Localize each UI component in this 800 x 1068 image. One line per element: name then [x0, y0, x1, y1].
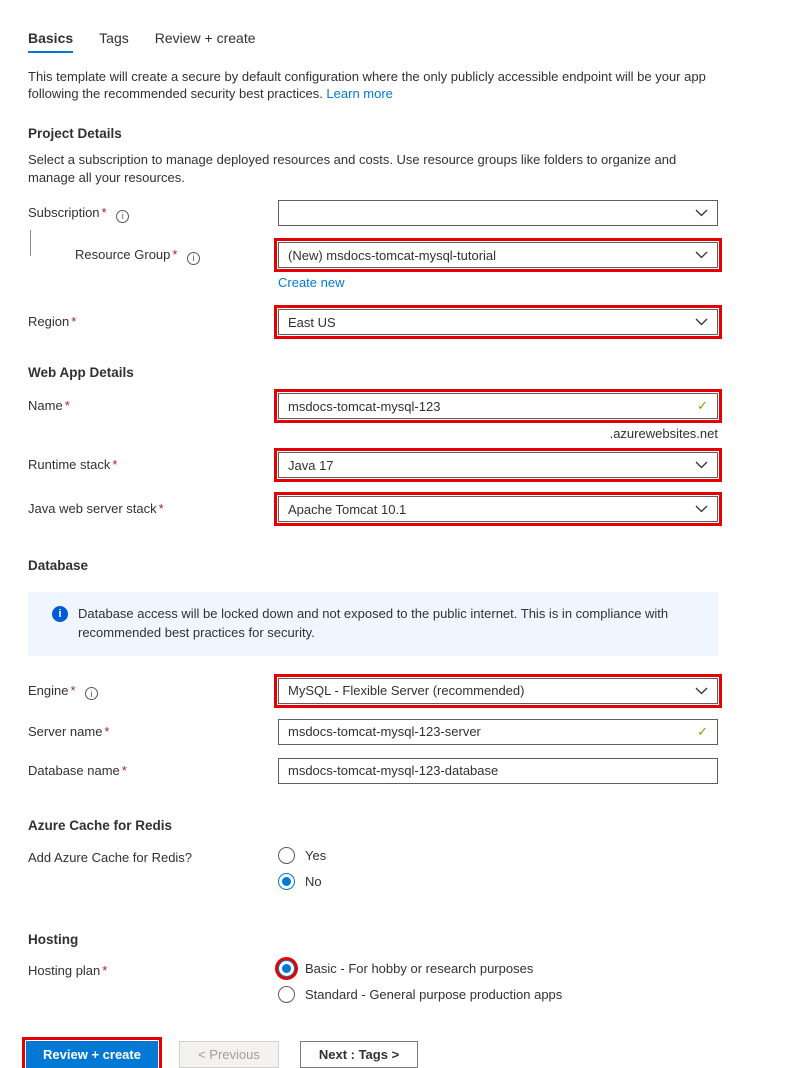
webapp-details-heading: Web App Details — [28, 365, 134, 381]
chevron-down-icon — [695, 687, 708, 695]
name-input[interactable] — [278, 393, 718, 419]
name-label-text: Name — [28, 398, 63, 414]
domain-suffix: .azurewebsites.net — [609, 426, 718, 442]
engine-value: MySQL - Flexible Server (recommended) — [288, 683, 525, 699]
region-value: East US — [288, 314, 336, 330]
chevron-down-icon — [695, 251, 708, 259]
resource-group-value: (New) msdocs-tomcat-mysql-tutorial — [288, 247, 497, 263]
database-name-input[interactable] — [278, 758, 718, 784]
info-filled-icon: i — [52, 606, 68, 622]
chevron-down-icon — [695, 318, 708, 326]
resource-group-label-text: Resource Group — [75, 247, 171, 263]
database-name-label — [28, 758, 278, 778]
valid-check-icon: ✓ — [697, 723, 708, 739]
resource-group-dropdown[interactable] — [278, 242, 718, 268]
tab-basics[interactable]: Basics — [28, 30, 73, 53]
region-label-text: Region — [28, 314, 70, 330]
engine-dropdown[interactable] — [278, 678, 718, 704]
runtime-stack-row — [28, 452, 718, 478]
tab-review-create[interactable]: Review + create — [154, 30, 256, 46]
region-row — [28, 309, 718, 335]
required-marker: * — [102, 962, 108, 978]
wizard-tabs — [28, 30, 718, 53]
hosting-option-basic-label: Basic - For hobby or research purposes — [305, 960, 534, 976]
region-label — [28, 309, 278, 329]
server-name-input[interactable] — [278, 719, 718, 745]
required-marker: * — [70, 682, 76, 698]
name-label — [28, 393, 278, 413]
wizard-footer — [26, 1041, 718, 1068]
redis-question-text: Add Azure Cache for Redis? — [28, 849, 193, 865]
next-tags-button[interactable]: Next : Tags > — [300, 1041, 418, 1068]
runtime-stack-label — [28, 452, 278, 472]
review-create-button[interactable]: Review + create — [26, 1041, 158, 1068]
subscription-row — [28, 200, 718, 226]
redis-radio-group — [278, 845, 718, 890]
hosting-plan-label-text: Hosting plan — [28, 962, 101, 978]
chevron-down-icon — [695, 505, 708, 513]
required-marker: * — [101, 205, 107, 221]
hosting-radio-group — [278, 958, 718, 1003]
redis-row — [28, 845, 718, 890]
chevron-down-icon — [695, 209, 708, 217]
create-new-link[interactable]: Create new — [278, 275, 345, 291]
subscription-label — [28, 200, 278, 223]
java-stack-row — [28, 496, 718, 522]
required-marker: * — [112, 457, 118, 473]
redis-option-no-label: No — [305, 873, 322, 889]
banner-text: Database access will be locked down and not exposed to the public internet. This is in compliance with recommended best practices for security. — [78, 606, 669, 640]
resource-group-label — [28, 242, 278, 265]
java-stack-dropdown[interactable] — [278, 496, 718, 522]
engine-row — [28, 678, 718, 704]
learn-more-link[interactable]: Learn more — [326, 86, 393, 102]
redis-question-label — [28, 845, 278, 865]
engine-label-text: Engine — [28, 682, 69, 698]
redis-option-yes-label: Yes — [305, 847, 327, 863]
runtime-stack-label-text: Runtime stack — [28, 457, 111, 473]
subscription-dropdown[interactable] — [278, 200, 718, 226]
server-name-value: msdocs-tomcat-mysql-123-server — [288, 724, 481, 740]
java-stack-label — [28, 496, 278, 516]
hosting-option-standard[interactable] — [278, 986, 718, 1003]
java-stack-label-text: Java web server stack — [28, 501, 157, 517]
database-name-value: msdocs-tomcat-mysql-123-database — [288, 763, 499, 779]
required-marker: * — [64, 398, 70, 414]
project-details-heading: Project Details — [28, 126, 122, 142]
redis-option-no[interactable] — [278, 873, 718, 890]
resource-group-row — [28, 242, 718, 290]
engine-label — [28, 678, 278, 701]
runtime-stack-value: Java 17 — [288, 457, 334, 473]
redis-option-yes[interactable] — [278, 847, 718, 864]
required-marker: * — [158, 501, 164, 517]
name-value: msdocs-tomcat-mysql-123 — [288, 398, 441, 414]
region-dropdown[interactable] — [278, 309, 718, 335]
previous-button[interactable]: < Previous — [179, 1041, 279, 1068]
required-marker: * — [104, 723, 110, 739]
tab-tags[interactable]: Tags — [99, 30, 129, 46]
hosting-plan-label — [28, 958, 278, 978]
info-icon[interactable]: i — [85, 687, 98, 700]
runtime-stack-dropdown[interactable] — [278, 452, 718, 478]
database-name-label-text: Database name — [28, 762, 120, 778]
info-icon[interactable]: i — [116, 210, 129, 223]
indent-connector-line — [30, 230, 31, 256]
server-name-row — [28, 719, 718, 745]
database-heading: Database — [28, 558, 89, 574]
database-info-banner — [28, 592, 718, 656]
intro-text — [28, 68, 718, 102]
required-marker: * — [121, 762, 127, 778]
hosting-option-basic[interactable] — [278, 960, 718, 977]
hosting-heading: Hosting — [28, 931, 79, 947]
required-marker: * — [71, 314, 77, 330]
hosting-plan-row — [28, 958, 718, 1003]
info-icon[interactable]: i — [187, 252, 200, 265]
name-row — [28, 393, 718, 441]
radio-selected-icon — [278, 873, 295, 890]
server-name-label — [28, 719, 278, 739]
radio-unselected-icon — [278, 847, 295, 864]
radio-selected-highlighted-icon — [278, 960, 295, 977]
chevron-down-icon — [695, 461, 708, 469]
database-name-row — [28, 758, 718, 784]
subscription-label-text: Subscription — [28, 205, 100, 221]
project-details-description: Select a subscription to manage deployed resources and costs. Use resource groups like folders to organize and manage all your resources. — [28, 152, 677, 185]
hosting-option-standard-label: Standard - General purpose production apps — [305, 986, 563, 1002]
java-stack-value: Apache Tomcat 10.1 — [288, 501, 407, 517]
required-marker: * — [172, 247, 178, 263]
radio-unselected-icon — [278, 986, 295, 1003]
intro-text-body: This template will create a secure by default configuration where the only publicly accessible endpoint will be your app following the recommended security best practices. — [28, 69, 706, 102]
server-name-label-text: Server name — [28, 723, 103, 739]
valid-check-icon: ✓ — [697, 398, 708, 414]
redis-heading: Azure Cache for Redis — [28, 817, 173, 833]
